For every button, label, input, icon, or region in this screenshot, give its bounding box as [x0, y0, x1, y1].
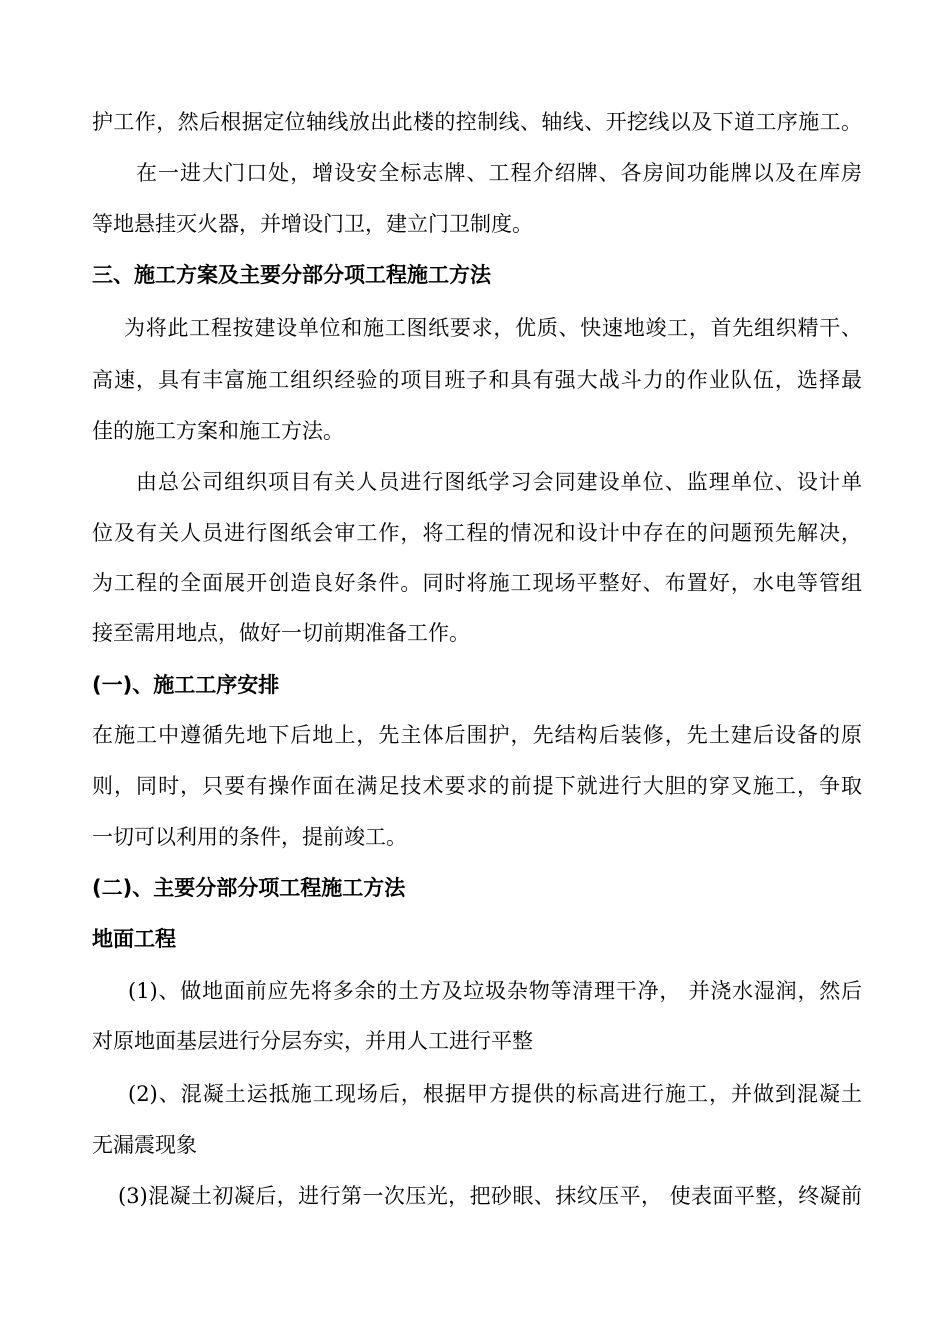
- subsection-heading: (二)、主要分部分项工程施工方法: [92, 876, 406, 900]
- list-item-line: (3)混凝土初凝后，进行第一次压光，把砂眼、抹纹压平， 使表面平整，终凝前: [118, 1184, 862, 1208]
- paragraph-line: 护工作，然后根据定位轴线放出此楼的控制线、轴线、开挖线以及下道工序施工。: [92, 110, 862, 134]
- paragraph-line: 位及有关人员进行图纸会审工作，将工程的情况和设计中存在的问题预先解决，: [92, 521, 862, 545]
- list-item-line: (2)、混凝土运抵施工现场后，根据甲方提供的标高进行施工，并做到混凝土: [128, 1082, 862, 1106]
- paragraph-line: 无漏震现象: [92, 1133, 197, 1157]
- paragraph-line: 高速，具有丰富施工组织经验的项目班子和具有强大战斗力的作业队伍，选择最: [92, 368, 862, 392]
- topic-heading: 地面工程: [92, 927, 176, 951]
- paragraph-line: 为将此工程按建设单位和施工图纸要求，优质、快速地竣工，首先组织精干、: [124, 316, 862, 340]
- paragraph-line: 一切可以利用的条件，提前竣工。: [92, 825, 407, 849]
- paragraph-line: 则，同时，只要有操作面在满足技术要求的前提下就进行大胆的穿叉施工，争取: [92, 774, 862, 798]
- subsection-heading: (一)、施工工序安排: [92, 673, 280, 697]
- list-item-line: (1)、做地面前应先将多余的土方及垃圾杂物等清理干净， 并浇水湿润，然后: [128, 979, 862, 1003]
- paragraph-line: 佳的施工方案和施工方法。: [92, 419, 344, 443]
- paragraph-line: 对原地面基层进行分层夯实，并用人工进行平整: [92, 1029, 533, 1053]
- paragraph-line: 在施工中遵循先地下后地上，先主体后围护，先结构后装修，先土建后设备的原: [92, 723, 862, 747]
- paragraph-line: 为工程的全面展开创造良好条件。同时将施工现场平整好、布置好，水电等管组: [92, 571, 862, 595]
- paragraph-line: 在一进大门口处，增设安全标志牌、工程介绍牌、各房间功能牌以及在库房: [136, 161, 862, 185]
- paragraph-line: 接至需用地点，做好一切前期准备工作。: [92, 621, 470, 645]
- section-heading: 三、施工方案及主要分部分项工程施工方法: [92, 263, 491, 287]
- paragraph-line: 等地悬挂灭火器，并增设门卫，建立门卫制度。: [92, 212, 533, 236]
- paragraph-line: 由总公司组织项目有关人员进行图纸学习会同建设单位、监理单位、设计单: [136, 470, 862, 494]
